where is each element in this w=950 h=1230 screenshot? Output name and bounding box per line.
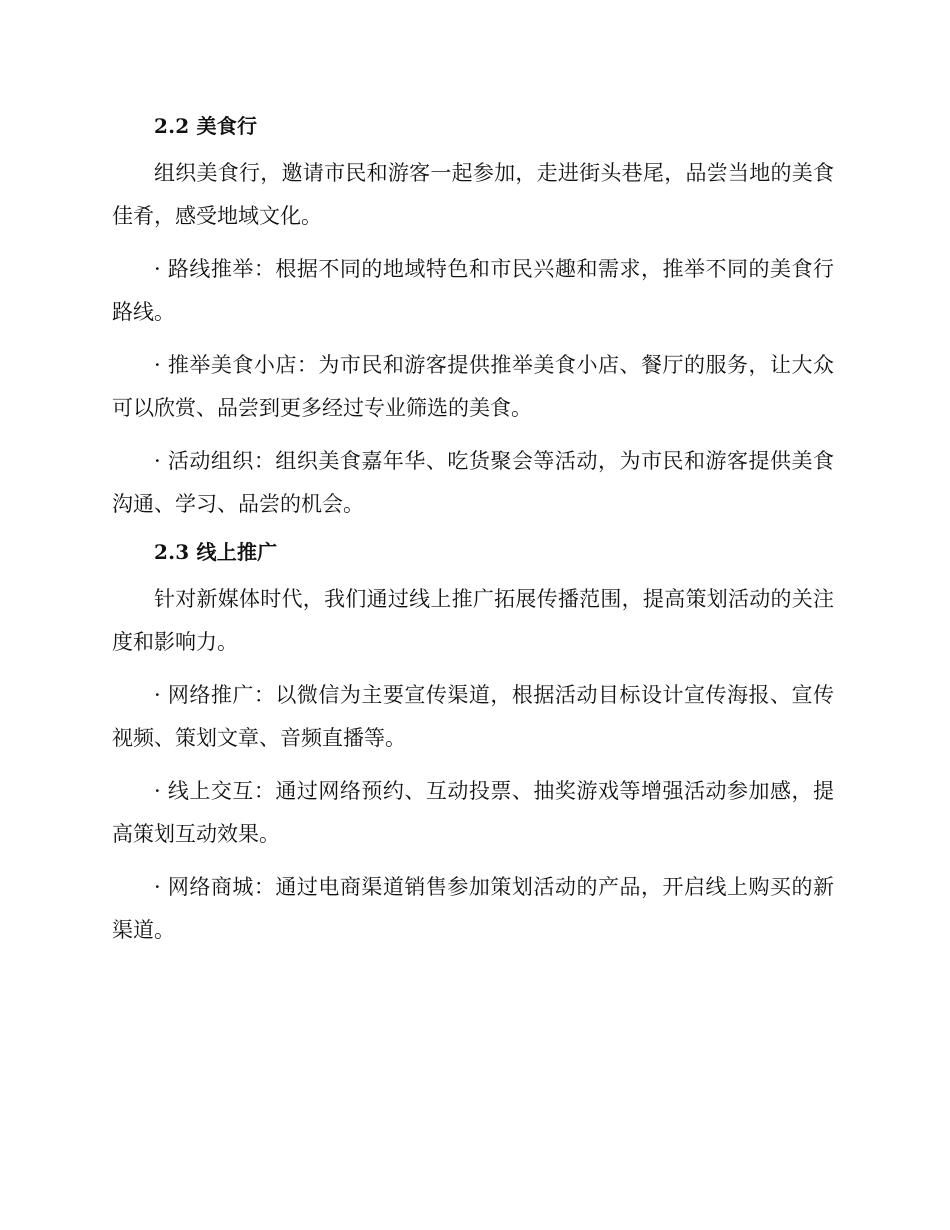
- bullet-route-recommendation: · 路线推举：根据不同的地域特色和市民兴趣和需求，推举不同的美食行路线。: [112, 257, 834, 324]
- bullet-web-promotion: · 网络推广：以微信为主要宣传渠道，根据活动目标设计宣传海报、宣传视频、策划文章、音频直播等。: [112, 683, 834, 750]
- bullet-online-interaction: · 线上交互：通过网络预约、互动投票、抽奖游戏等增强活动参加感，提高策划互动效果。: [112, 779, 834, 846]
- section-heading-online-promotion: 2.3 线上推广: [154, 540, 278, 564]
- document-page: [112, 110, 834, 952]
- paragraph-online-promotion-intro: 针对新媒体时代，我们通过线上推广拓展传播范围，提高策划活动的关注度和影响力。: [112, 587, 834, 654]
- bullet-event-organization: · 活动组织：组织美食嘉年华、吃货聚会等活动，为市民和游客提供美食沟通、学习、品尝的机会。: [112, 449, 834, 516]
- bullet-online-mall: · 网络商城：通过电商渠道销售参加策划活动的产品，开启线上购买的新渠道。: [112, 875, 834, 942]
- section-heading-food-tour: 2.2 美食行: [154, 114, 258, 138]
- paragraph-food-tour-intro: 组织美食行，邀请市民和游客一起参加，走进街头巷尾，品尝当地的美食佳肴，感受地域文化。: [112, 161, 834, 228]
- bullet-recommended-food-shops: · 推举美食小店：为市民和游客提供推举美食小店、餐厅的服务，让大众可以欣赏、品尝到更多经过专业筛选的美食。: [112, 353, 834, 420]
